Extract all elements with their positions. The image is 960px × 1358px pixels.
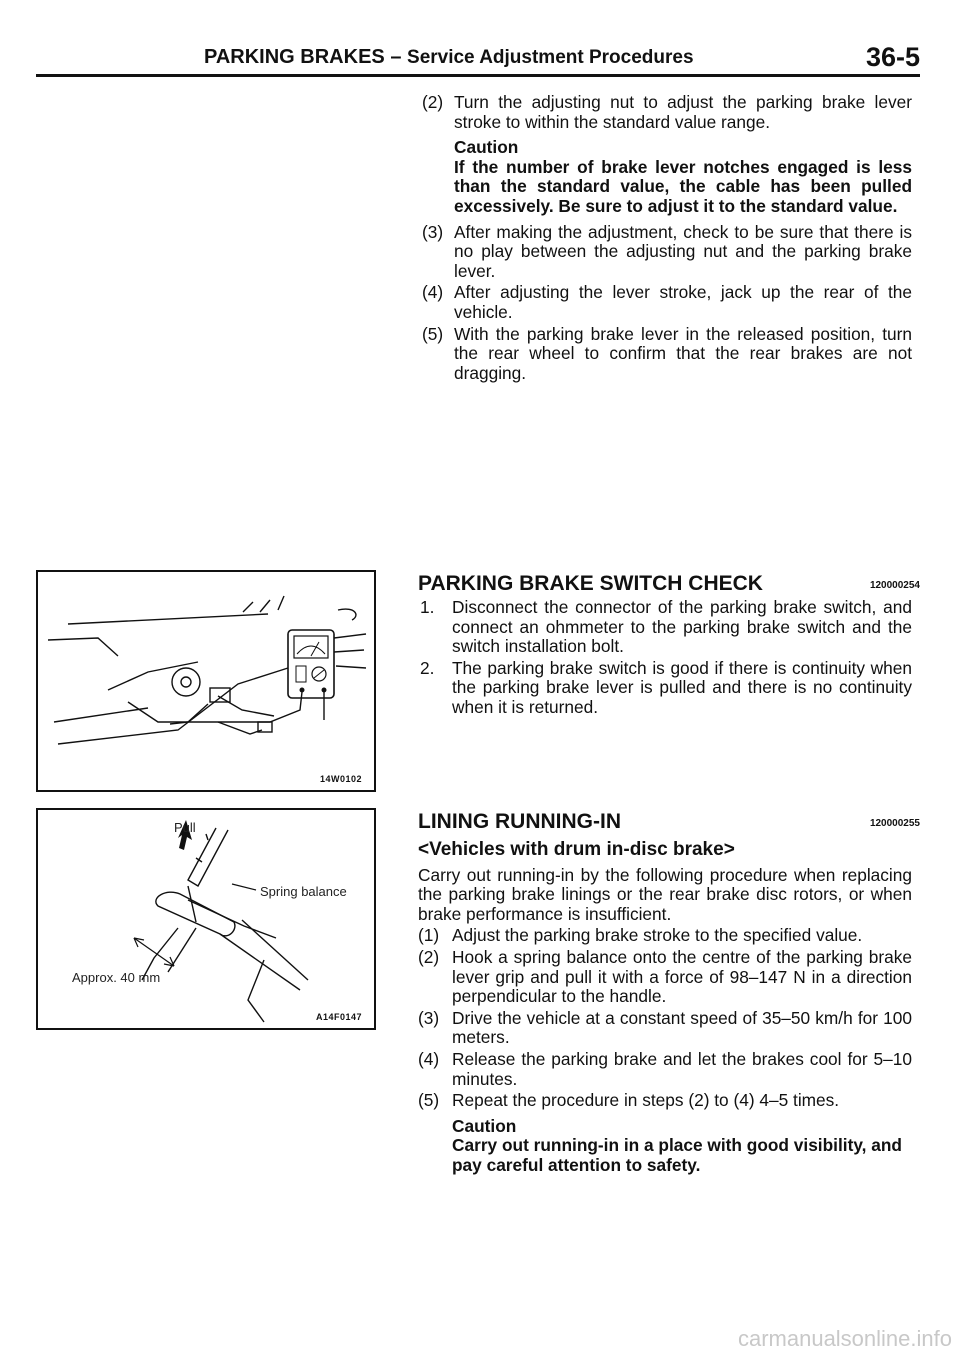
lining-caution [418,1117,912,1176]
section-title-text: LINING RUNNING-IN [418,810,621,833]
switch-step-1 [418,598,912,657]
pull-label: Pull [174,820,196,835]
figure-spring-balance [36,808,376,1030]
step-number: (5) [422,323,444,344]
switch-step-2 [418,659,912,718]
lining-step-5 [418,1091,912,1111]
step-number: (2) [418,946,440,967]
step-text: Disconnect the connector of the parking brake switch, and connect an ohmmeter to the parking brake switch and the switch installation bolt. [452,597,912,657]
caution-title: Caution [452,1115,517,1136]
step-number: (3) [422,221,444,242]
section-title-text: PARKING BRAKE SWITCH CHECK [418,572,763,595]
step-number: (5) [418,1090,440,1111]
adjust-caution [400,138,912,216]
lining-subheading: <Vehicles with drum in-disc brake> [418,839,735,860]
title-dash: – [384,46,408,68]
adjust-step-3 [400,223,912,282]
switch-check-illustration [38,572,374,790]
step-text: Hook a spring balance onto the centre of the parking brake lever grip and pull it with a force of 98–147 N in a direction perpendicular to the handle. [452,946,912,1007]
watermark: carmanualsonline.info [737,1326,952,1351]
step-number: (2) [422,92,444,112]
caution-title: Caution [454,137,519,158]
step-text: Repeat the procedure in steps (2) to (4) 4–5 times. [452,1090,840,1111]
lining-step-3 [418,1009,912,1048]
step-text: Turn the adjusting nut to adjust the parking brake lever stroke to within the standard value range. [454,92,912,132]
step-number: (1) [418,925,440,946]
step-text: After adjusting the lever stroke, jack up the rear of the vehicle. [454,282,912,322]
adjustment-section [400,93,912,385]
adjust-step-2 [400,93,912,132]
ohmmeter-icon [288,630,334,698]
spring-balance-label: Spring balance [260,884,347,899]
step-text: Adjust the parking brake stroke to the specified value. [452,925,863,946]
figure-switch-check [36,570,376,792]
approx-label: Approx. 40 mm [72,970,161,985]
lining-step-4 [418,1050,912,1089]
section-title [418,808,920,836]
lining-step-2 [418,948,912,1007]
section-code: 120000254 [869,580,920,591]
figure-code: A14F0147 [315,1012,362,1022]
page-header [36,44,920,77]
step-text: With the parking brake lever in the released position, turn the rear wheel to confirm that the rear brakes are not dragging. [454,323,912,383]
step-number: (4) [422,282,444,303]
lining-step-1 [418,926,912,946]
caution-text: Carry out running-in in a place with good visibility, and pay careful attention to safety. [452,1135,902,1175]
lining-intro: Carry out running-in by the following procedure when replacing the parking brake linings or the rear brake disc rotors, or when brake performance is insufficient. [418,864,912,924]
switch-check-section [418,570,920,720]
step-number: (3) [418,1007,440,1028]
caution-text: If the number of brake lever notches engaged is less than the standard value, the cable has been pulled excessively. Be sure to adjust it to the standard value. [454,156,912,216]
dimension-arrow [134,884,256,966]
step-text: Release the parking brake and let the brakes cool for 5–10 minutes. [452,1048,912,1089]
step-number: (4) [418,1048,440,1069]
step-text: After making the adjustment, check to be sure that there is no play between the adjusting nut and the parking brake lever. [454,221,912,281]
spring-balance-illustration [38,810,374,1028]
step-number: 2. [420,657,435,678]
page-title [204,46,694,69]
adjust-step-4 [400,283,912,322]
step-number: 1. [420,597,435,617]
page-number: 36-5 [865,42,920,72]
step-text: The parking brake switch is good if there is continuity when the parking brake lever is pulled and there is no continuity when it is returned. [452,657,912,717]
title-sub: Service Adjustment Procedures [407,47,694,68]
figure-code: 14W0102 [319,774,362,784]
adjust-step-5 [400,325,912,384]
title-main: PARKING BRAKES [204,46,385,68]
lining-section [418,808,920,1182]
section-title [418,570,920,598]
section-code: 120000255 [869,818,920,829]
step-text: Drive the vehicle at a constant speed of 35–50 km/h for 100 meters. [452,1007,912,1048]
